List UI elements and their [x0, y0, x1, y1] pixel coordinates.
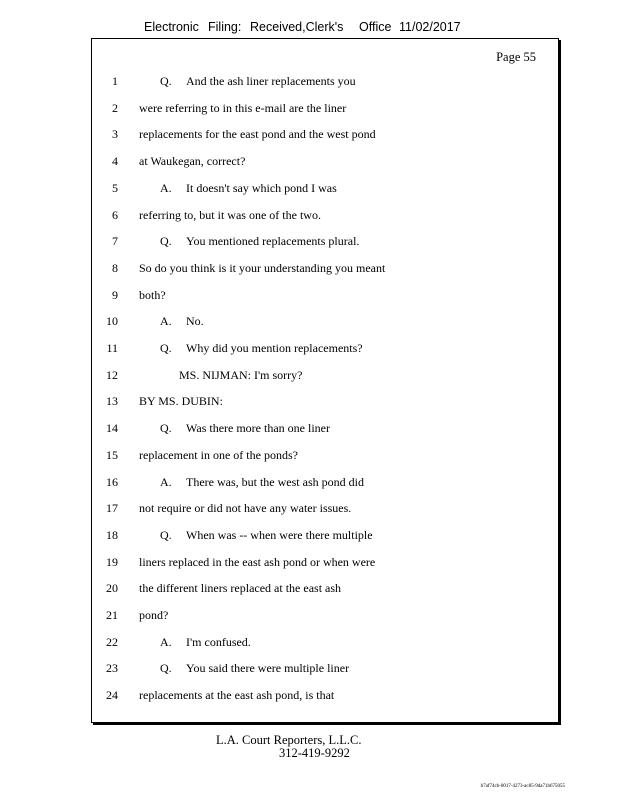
- line-number: 2: [112, 100, 118, 115]
- line-number: 11: [106, 341, 118, 355]
- line-number: 7: [112, 234, 118, 249]
- line-body: BY MS. DUBIN:: [139, 394, 223, 409]
- line-body: There was, but the west ash pond did: [186, 474, 364, 489]
- transcript-line: [92, 581, 558, 601]
- line-text: [160, 661, 349, 676]
- transcript-line: [92, 288, 558, 308]
- transcript-line: [92, 688, 558, 708]
- speaker-label: Q.: [160, 234, 172, 249]
- speaker-label: Q.: [160, 74, 172, 88]
- line-text: [160, 314, 204, 329]
- line-number: 22: [106, 634, 118, 649]
- line-text: [160, 528, 373, 543]
- line-number: 4: [112, 154, 118, 169]
- line-number: 3: [112, 127, 118, 142]
- line-body: It doesn't say which pond I was: [186, 180, 337, 195]
- line-body: pond?: [139, 608, 169, 622]
- transcript-line: [92, 421, 558, 441]
- line-number: 1: [112, 74, 118, 88]
- line-body: not require or did not have any water issues.: [139, 501, 352, 516]
- line-number: 19: [106, 554, 118, 569]
- line-body: replacements for the east pond and the west pond: [139, 127, 376, 142]
- transcript-page: [91, 38, 559, 723]
- transcript-line: [92, 555, 558, 575]
- line-number: 24: [106, 688, 118, 703]
- speaker-label: Q.: [160, 421, 172, 436]
- line-body: the different liners replaced at the east ash: [139, 581, 342, 596]
- line-text: [179, 368, 303, 383]
- line-text: [139, 288, 166, 303]
- speaker-label: Q.: [160, 527, 172, 542]
- line-number: 14: [106, 421, 118, 436]
- line-text: [139, 394, 223, 409]
- line-text: [160, 181, 337, 196]
- document-id: b7af74cb-0017-4273-ac85-9da71b675055: [480, 784, 565, 789]
- line-text: [139, 261, 385, 276]
- transcript-line: [92, 208, 558, 228]
- page-number: Page 55: [496, 50, 536, 64]
- line-body: at Waukegan, correct?: [139, 154, 246, 169]
- line-text: [139, 581, 341, 596]
- line-body: And the ash liner replacements you: [186, 74, 356, 88]
- speaker-label: A.: [160, 314, 172, 329]
- line-body: were referring to in this e-mail are the liner: [139, 100, 347, 115]
- header-word-received: Received,Clerk's: [250, 20, 344, 34]
- line-number: 16: [106, 474, 118, 489]
- line-number: 18: [106, 527, 118, 542]
- transcript-line: [92, 608, 558, 628]
- transcript-line: [92, 181, 558, 201]
- line-number: 6: [112, 207, 118, 222]
- transcript-line: [92, 394, 558, 414]
- line-text: [160, 475, 364, 490]
- line-number: 12: [106, 367, 118, 382]
- line-number: 5: [112, 180, 118, 195]
- line-number: 15: [106, 447, 118, 462]
- line-number: 13: [106, 394, 118, 409]
- header-word-electronic: Electronic: [144, 20, 199, 34]
- line-text: [139, 127, 376, 142]
- line-body: Why did you mention replacements?: [186, 341, 363, 355]
- speaker-label: A.: [160, 474, 172, 489]
- line-body: replacements at the east ash pond, is that: [139, 688, 335, 703]
- speaker-label: Q.: [160, 661, 172, 676]
- speaker-label: A.: [160, 180, 172, 195]
- line-body: No.: [186, 314, 204, 329]
- transcript-line: [92, 661, 558, 681]
- line-text: [139, 688, 334, 703]
- transcript-line: [92, 475, 558, 495]
- transcript-line: [92, 101, 558, 121]
- line-number: 9: [112, 287, 118, 302]
- line-text: [139, 154, 245, 169]
- line-text: [139, 501, 351, 516]
- line-text: [139, 608, 168, 623]
- transcript-line: [92, 234, 558, 254]
- line-body: You mentioned replacements plural.: [186, 234, 360, 249]
- line-number: 8: [112, 260, 118, 275]
- header-word-office: Office: [359, 20, 392, 34]
- line-number: 10: [106, 314, 118, 329]
- transcript-line: [92, 341, 558, 361]
- line-body: You said there were multiple liner: [186, 661, 350, 676]
- line-text: [160, 635, 251, 650]
- line-body: referring to, but it was one of the two.: [139, 207, 321, 222]
- footer-phone: 312-419-9292: [279, 746, 350, 760]
- transcript-line: [92, 127, 558, 147]
- transcript-line: [92, 74, 558, 94]
- line-body: I'm confused.: [186, 634, 251, 649]
- line-body: replacement in one of the ponds?: [139, 447, 298, 462]
- transcript-line: [92, 314, 558, 334]
- transcript-line: [92, 154, 558, 174]
- line-number: 20: [106, 581, 118, 596]
- transcript-line: [92, 448, 558, 468]
- transcript-line: [92, 501, 558, 521]
- line-text: [139, 101, 346, 116]
- transcript-line: [92, 368, 558, 388]
- line-text: [160, 74, 356, 89]
- footer-company: L.A. Court Reporters, L.L.C.: [216, 733, 362, 747]
- transcript-line: [92, 635, 558, 655]
- line-body: liners replaced in the east ash pond or when were: [139, 554, 376, 569]
- line-text: [139, 208, 321, 223]
- transcript-line: [92, 528, 558, 548]
- line-number: 17: [106, 501, 118, 516]
- line-number: 23: [106, 661, 118, 676]
- line-body: Was there more than one liner: [186, 421, 330, 436]
- header-word-filing: Filing:: [208, 20, 242, 34]
- line-body: So do you think is it your understanding you meant: [139, 260, 386, 275]
- line-body: When was -- when were there multiple: [186, 527, 373, 542]
- transcript-line: [92, 261, 558, 281]
- line-text: [139, 555, 375, 570]
- line-text: [160, 421, 330, 436]
- header-word-date: 11/02/2017: [399, 20, 461, 34]
- line-text: [160, 234, 359, 249]
- line-text: [139, 448, 298, 463]
- filing-header: [0, 20, 618, 38]
- line-body: both?: [139, 287, 166, 302]
- line-body: MS. NIJMAN: I'm sorry?: [179, 367, 303, 382]
- line-text: [160, 341, 363, 356]
- speaker-label: A.: [160, 634, 172, 649]
- speaker-label: Q.: [160, 341, 172, 355]
- line-number: 21: [106, 608, 118, 622]
